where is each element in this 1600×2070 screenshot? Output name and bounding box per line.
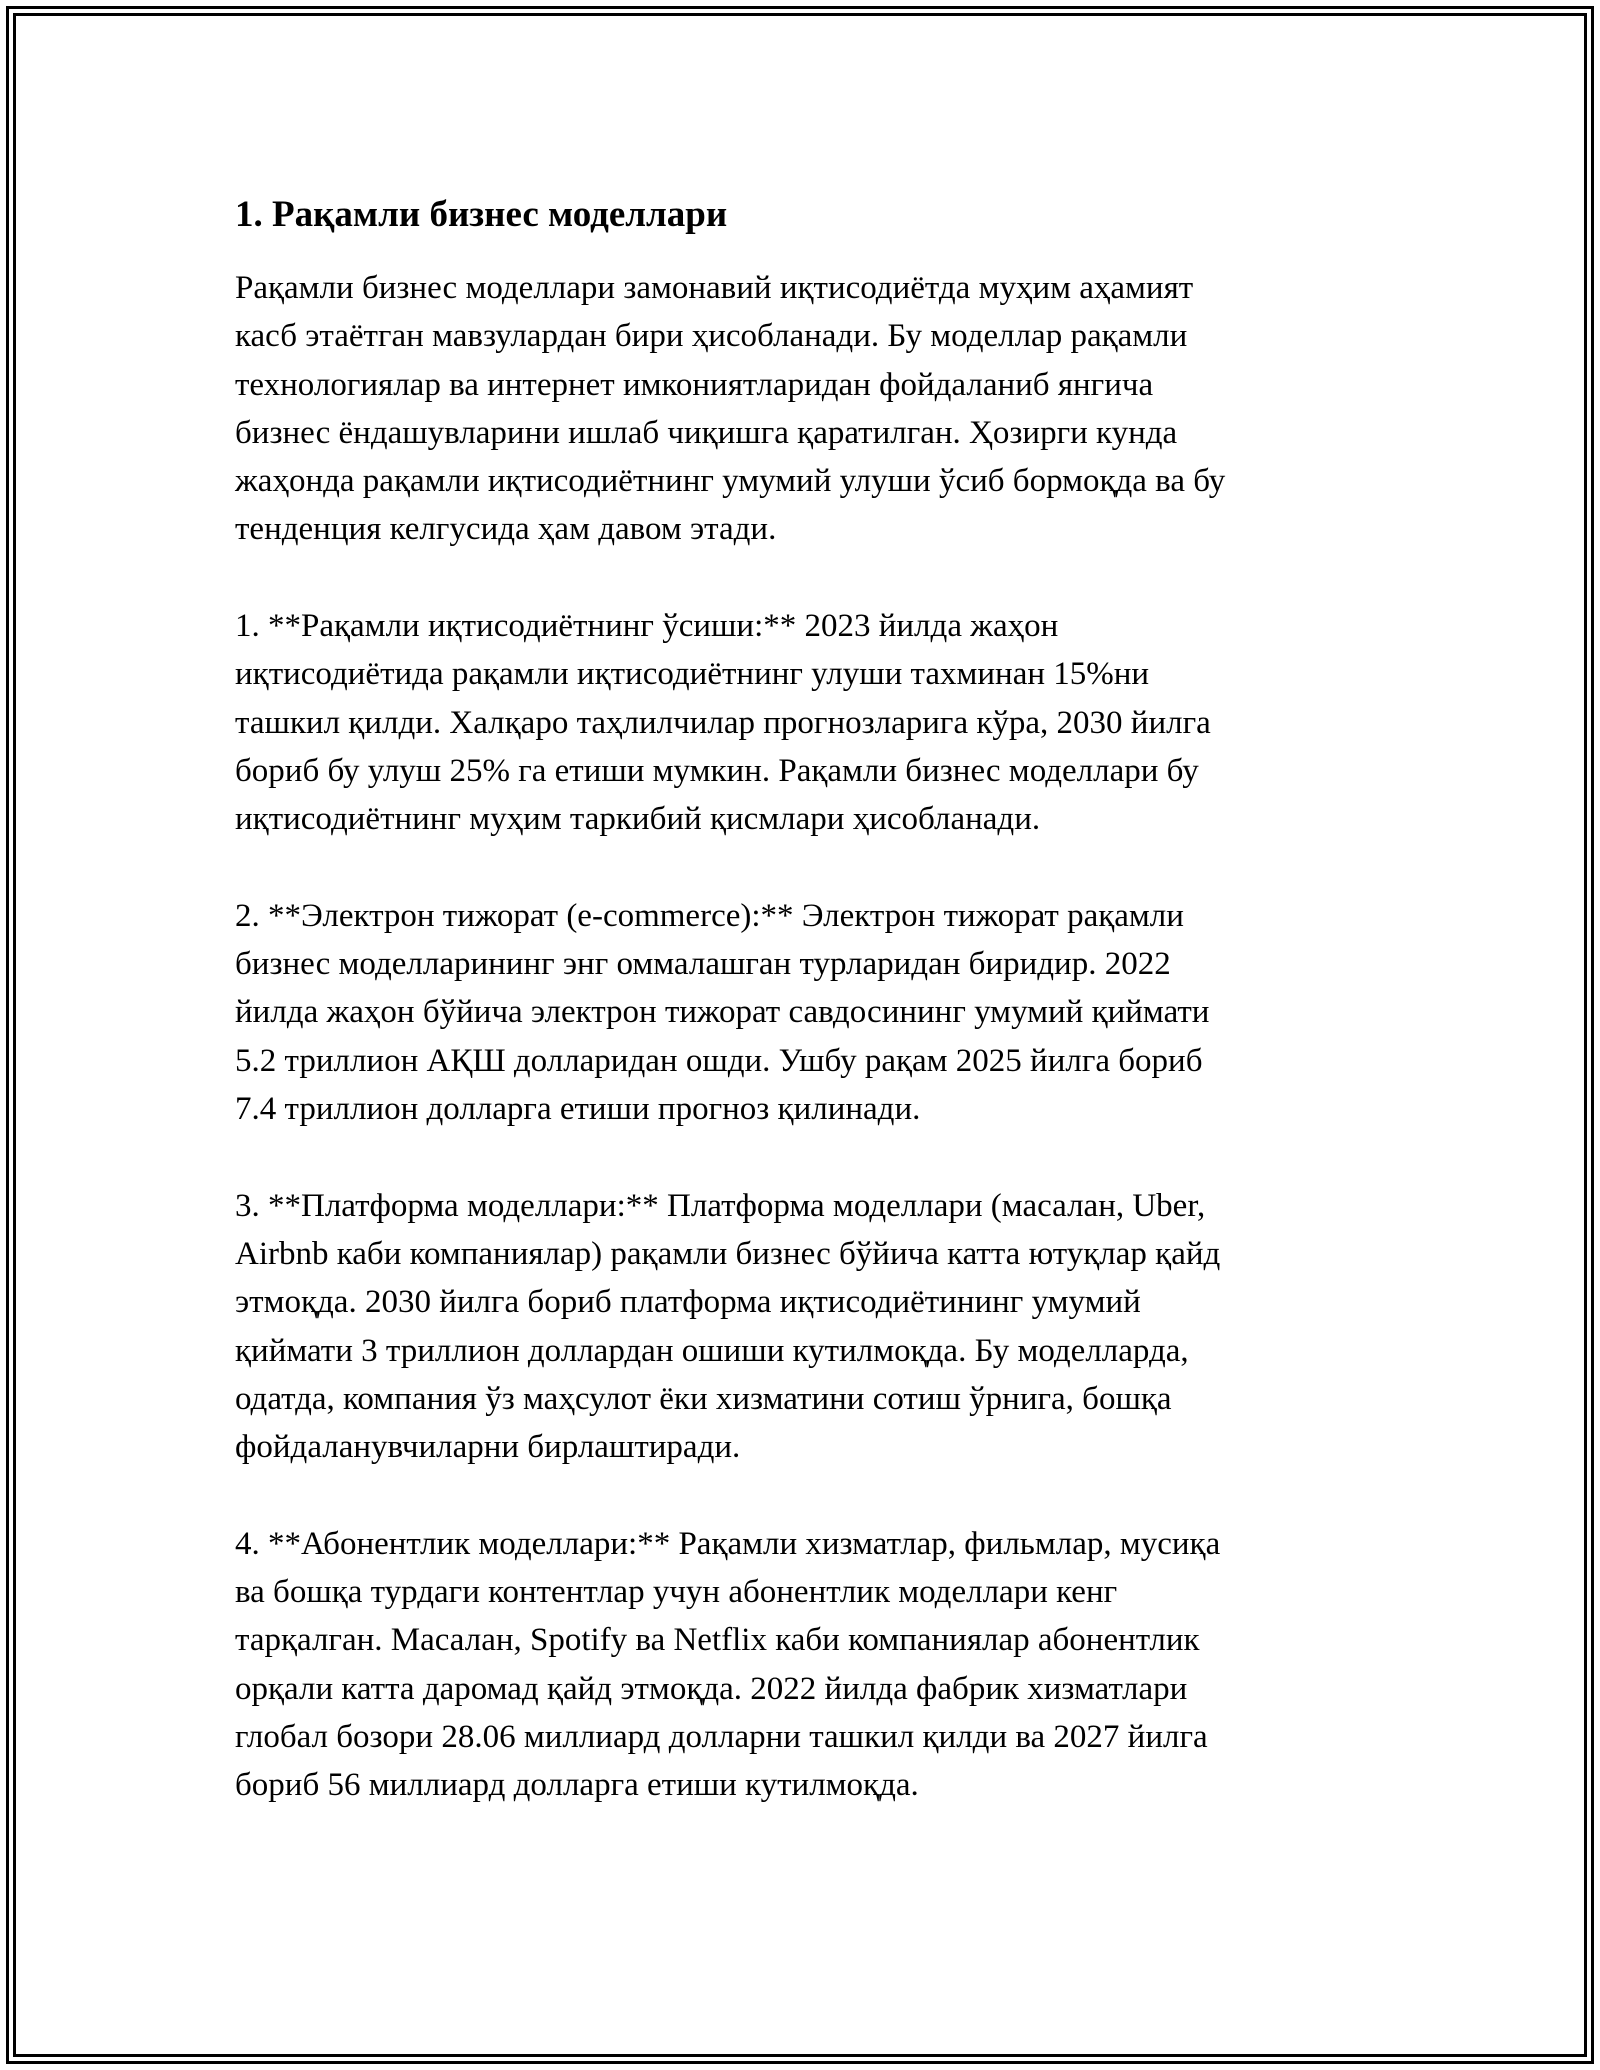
paragraph-line: иқтисодиётнинг муҳим таркибий қисмлари ҳисобланади. [235, 801, 1041, 838]
section-heading: 1. Рақамли бизнес моделлари [235, 194, 728, 235]
paragraph-line: бориб бу улуш 25% га етиши мумкин. Рақамли бизнес моделлари бу [235, 752, 1199, 789]
paragraph-spacer [235, 844, 1355, 892]
paragraph-spacer [235, 1471, 1355, 1519]
item-1-paragraph [235, 602, 1355, 843]
paragraph-line: 4. **Абонентлик моделлари:** Рақамли хизматлар, фильмлар, мусиқа [235, 1525, 1221, 1562]
paragraph-line: бизнес моделларининг энг оммалашган турларидан биридир. 2022 [235, 946, 1171, 983]
paragraph-line: жаҳонда рақамли иқтисодиётнинг умумий улуши ўсиб бормоқда ва бу [235, 463, 1226, 500]
paragraph-line: одатда, компания ўз маҳсулот ёки хизматини сотиш ўрнига, бошқа [235, 1380, 1172, 1417]
paragraph-line: 5.2 триллион АҚШ долларидан ошди. Ушбу рақам 2025 йилга бориб [235, 1042, 1203, 1079]
paragraph-line: орқали катта даромад қайд этмоқда. 2022 йилда фабрик хизматлари [235, 1670, 1188, 1707]
paragraph-line: тарқалган. Масалан, Spotify ва Netflix каби компаниялар абонентлик [235, 1622, 1200, 1659]
paragraph-line: технологиялар ва интернет имкониятларидан фойдаланиб янгича [235, 366, 1154, 403]
paragraph-line: касб этаётган мавзулардан бири ҳисобланади. Бу моделлар рақамли [235, 318, 1188, 355]
paragraph-line: 1. **Рақамли иқтисодиётнинг ўсиши:** 2023 йилда жаҳон [235, 608, 1059, 645]
document-body [235, 188, 1355, 1810]
paragraph-line: Рақамли бизнес моделлари замонавий иқтисодиётда муҳим аҳамият [235, 270, 1194, 306]
item-3-paragraph [235, 1182, 1355, 1472]
paragraph-line: ва бошқа турдаги контентлар учун абонентлик моделлари кенг [235, 1574, 1118, 1611]
paragraph-line: глобал бозори 28.06 миллиард долларни ташкил қилди ва 2027 йилга [235, 1718, 1208, 1755]
paragraph-line: Airbnb каби компаниялар) рақамли бизнес бўйича катта ютуқлар қайд [235, 1235, 1221, 1272]
paragraph-spacer [235, 554, 1355, 602]
paragraph-line: қиймати 3 триллион доллардан ошиши кутилмоқда. Бу моделларда, [235, 1332, 1189, 1369]
item-2-paragraph [235, 892, 1355, 1133]
paragraph-line: бизнес ёндашувларини ишлаб чиқишга қаратилган. Ҳозирги кунда [235, 414, 1178, 451]
item-4-paragraph [235, 1520, 1355, 1810]
paragraph-line: 3. **Платформа моделлари:** Платформа моделлари (масалан, Uber, [235, 1187, 1206, 1224]
paragraph-line: 7.4 триллион долларга етиши прогноз қилинади. [235, 1091, 921, 1128]
paragraph-line: ташкил қилди. Халқаро таҳлилчилар прогнозларига кўра, 2030 йилга [235, 704, 1211, 741]
paragraph-line: бориб 56 миллиард долларга етиши кутилмоқда. [235, 1767, 919, 1804]
intro-paragraph [235, 264, 1355, 554]
paragraph-line: этмоқда. 2030 йилга бориб платформа иқтисодиётининг умумий [235, 1284, 1141, 1321]
paragraph-line: йилда жаҳон бўйича электрон тижорат савдосининг умумий қиймати [235, 994, 1210, 1031]
paragraph-spacer [235, 1133, 1355, 1181]
paragraph-line: тенденция келгусида ҳам давом этади. [235, 511, 777, 548]
paragraph-line: иқтисодиётида рақамли иқтисодиётнинг улуши тахминан 15%ни [235, 656, 1150, 693]
paragraph-line: фойдаланувчиларни бирлаштиради. [235, 1429, 741, 1466]
paragraph-line: 2. **Электрон тижорат (e-commerce):** Электрон тижорат рақамли [235, 897, 1184, 934]
